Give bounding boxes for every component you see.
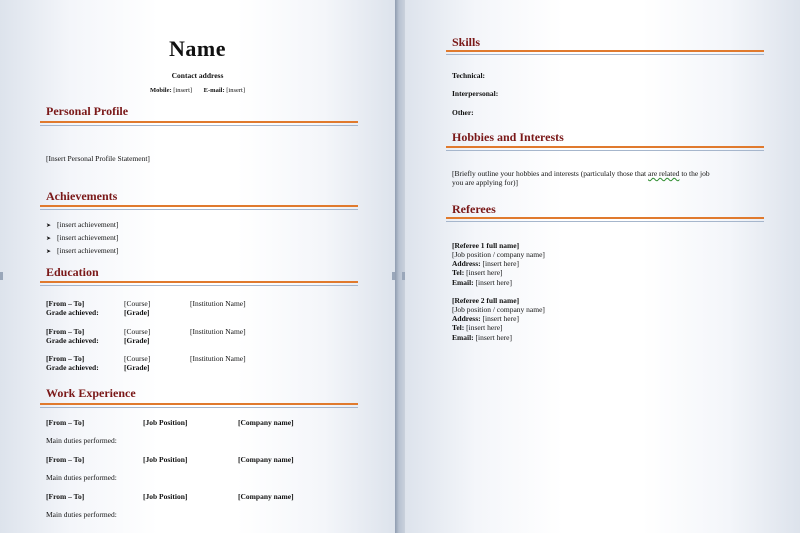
hobbies-text-line2[interactable]: you are applying for)] <box>452 178 519 187</box>
work-position[interactable]: [Job Position] <box>143 418 188 427</box>
personal-profile-statement[interactable]: [Insert Personal Profile Statement] <box>46 154 150 163</box>
education-heading[interactable]: Education <box>46 265 99 279</box>
arrow-bullet-icon: ➤ <box>46 236 52 242</box>
education-course[interactable]: [Course] <box>124 354 151 363</box>
document-page-left <box>0 0 395 533</box>
referee-address[interactable]: Address: [insert here] <box>452 314 519 323</box>
section-rule-sub <box>446 150 764 151</box>
arrow-bullet-icon: ➤ <box>46 223 52 229</box>
section-rule <box>40 205 358 207</box>
name-title[interactable]: Name <box>169 36 226 61</box>
referee-tel[interactable]: Tel: [insert here] <box>452 323 503 332</box>
work-dates[interactable]: [From – To] <box>46 418 85 427</box>
achievements-heading[interactable]: Achievements <box>46 189 118 203</box>
hobbies-text-line1[interactable]: [Briefly outline your hobbies and interests (particulaly those that are related to the job <box>452 169 710 178</box>
work-duties[interactable]: Main duties performed: <box>46 436 117 445</box>
arrow-bullet-icon: ➤ <box>46 249 52 255</box>
spelling-marked-text: are related <box>648 169 680 178</box>
grade-label: Grade achieved: <box>46 336 99 345</box>
referee-name[interactable]: [Referee 1 full name] <box>452 241 520 250</box>
work-position[interactable]: [Job Position] <box>143 455 188 464</box>
education-dates[interactable]: [From – To] <box>46 327 85 336</box>
work-dates[interactable]: [From – To] <box>46 455 85 464</box>
referee-position[interactable]: [Job position / company name] <box>452 305 545 314</box>
referees-heading[interactable]: Referees <box>452 202 496 216</box>
referee-address[interactable]: Address: [insert here] <box>452 259 519 268</box>
education-grade[interactable]: [Grade] <box>124 308 150 317</box>
education-grade[interactable]: [Grade] <box>124 336 150 345</box>
education-grade[interactable]: [Grade] <box>124 363 150 372</box>
referee-name[interactable]: [Referee 2 full name] <box>452 296 520 305</box>
work-company[interactable]: [Company name] <box>238 418 294 427</box>
skills-heading[interactable]: Skills <box>452 35 481 49</box>
section-rule <box>446 217 764 219</box>
hobbies-heading[interactable]: Hobbies and Interests <box>452 130 564 144</box>
work-duties[interactable]: Main duties performed: <box>46 473 117 482</box>
section-rule-sub <box>40 209 358 210</box>
page-gap <box>395 0 405 533</box>
section-rule <box>446 146 764 148</box>
work-company[interactable]: [Company name] <box>238 455 294 464</box>
work-company[interactable]: [Company name] <box>238 492 294 501</box>
skills-technical[interactable]: Technical: <box>452 71 486 80</box>
referee-tel[interactable]: Tel: [insert here] <box>452 268 503 277</box>
section-rule <box>40 121 358 123</box>
education-institution[interactable]: [Institution Name] <box>190 327 246 336</box>
work-experience-heading[interactable]: Work Experience <box>46 386 136 400</box>
document-page-right <box>405 0 800 533</box>
mobile-value[interactable]: [insert] <box>173 87 193 94</box>
section-rule <box>40 403 358 405</box>
section-rule-sub <box>446 221 764 222</box>
referee-position[interactable]: [Job position / company name] <box>452 250 545 259</box>
achievement-item[interactable]: ➤ [insert achievement] <box>46 220 119 229</box>
referee-email[interactable]: Email: [insert here] <box>452 278 512 287</box>
work-duties[interactable]: Main duties performed: <box>46 510 117 519</box>
education-institution[interactable]: [Institution Name] <box>190 354 246 363</box>
referee-email[interactable]: Email: [insert here] <box>452 333 512 342</box>
personal-profile-heading[interactable]: Personal Profile <box>46 104 129 118</box>
achievement-item[interactable]: ➤ [insert achievement] <box>46 246 119 255</box>
margin-marker <box>392 272 395 280</box>
section-rule-sub <box>446 54 764 55</box>
contact-address[interactable]: Contact address <box>171 71 224 80</box>
skills-other[interactable]: Other: <box>452 108 474 117</box>
section-rule <box>446 50 764 52</box>
email-label: E-mail: <box>203 87 225 94</box>
section-rule-sub <box>40 125 358 126</box>
mobile-email-line[interactable] <box>0 87 395 94</box>
education-course[interactable]: [Course] <box>124 299 151 308</box>
mobile-label: Mobile: <box>149 87 172 94</box>
work-dates[interactable]: [From – To] <box>46 492 85 501</box>
education-course[interactable]: [Course] <box>124 327 151 336</box>
section-rule-sub <box>40 285 358 286</box>
education-dates[interactable]: [From – To] <box>46 354 85 363</box>
grade-label: Grade achieved: <box>46 308 99 317</box>
skills-interpersonal[interactable]: Interpersonal: <box>452 89 499 98</box>
section-rule <box>40 281 358 283</box>
education-institution[interactable]: [Institution Name] <box>190 299 246 308</box>
achievement-item[interactable]: ➤ [insert achievement] <box>46 233 119 242</box>
email-value[interactable]: [insert] <box>226 87 246 94</box>
education-dates[interactable]: [From – To] <box>46 299 85 308</box>
margin-marker <box>0 272 3 280</box>
grade-label: Grade achieved: <box>46 363 99 372</box>
work-position[interactable]: [Job Position] <box>143 492 188 501</box>
section-rule-sub <box>40 407 358 408</box>
